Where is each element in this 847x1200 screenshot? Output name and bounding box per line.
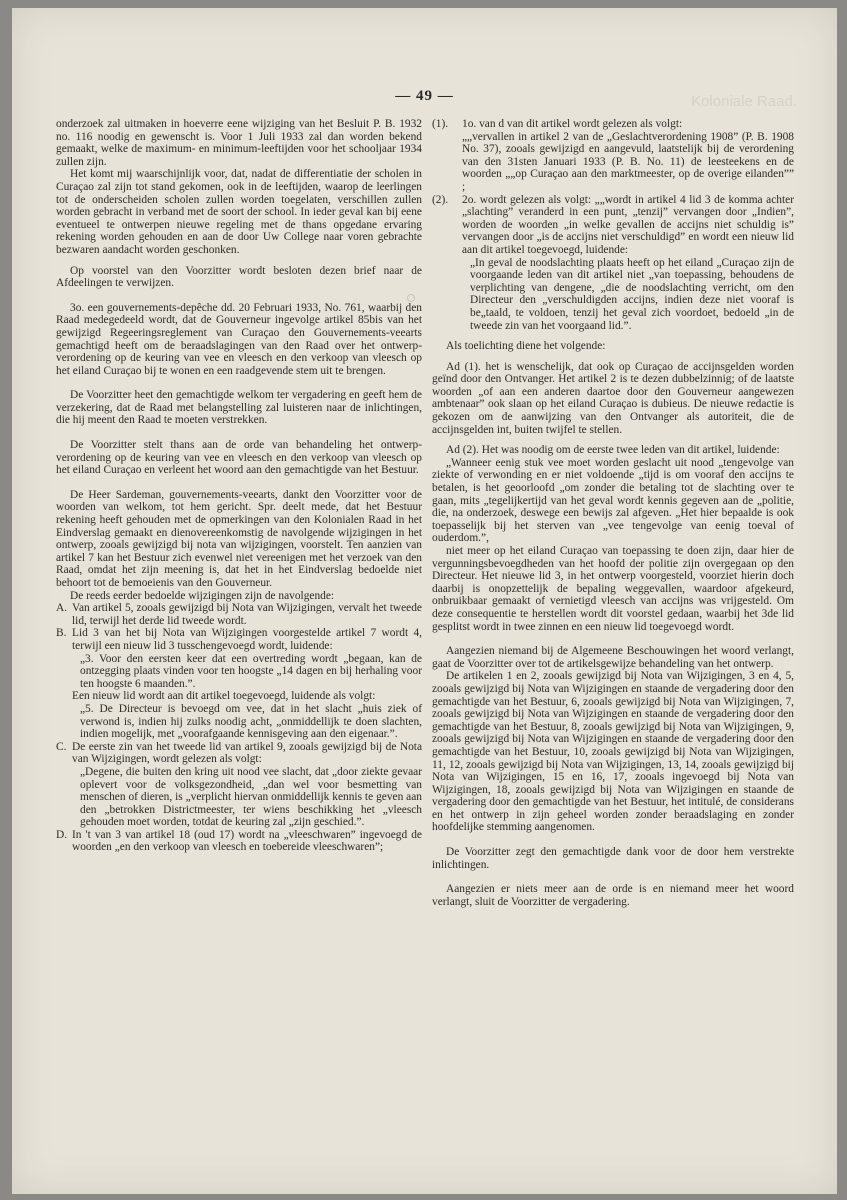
paragraph: Het komt mij waarschijnlijk voor, dat, nadat de differentiatie der scholen in Curaçao zal zijn tot stand gekomen, ook in de leeftijden, waarop de leerlingen tot de onderscheiden scholen zullen worden toegelaten, verschillen zullen worden gebracht in verband met de soort der school. In ieder geval kan bij eene eventueel te ontwerpen nieuwe regeling met de thans opgedane ervaring rekening worden gehouden en aan de door Uw College naar voren gebrachte bezwaren aandacht worden geschonken. (56, 168, 422, 256)
paragraph: Aangezien er niets meer aan de orde is en niemand meer het woord verlangt, sluit de Voorzitter de vergadering. (432, 883, 794, 908)
quote: „Wanneer eenig stuk vee moet worden geslacht uit nood „tengevolge van ziekte of verwonding en er niet voldoende „tijd is om vooraf den accijns te betalen, is het geoorloofd „om zonder die betaling tot de slachting over te gaan, mits „tegelijkertijd van het geval wordt kennis gegeven aan de „politie, die, na onderzoek, deswege een bewijs zal afgeven. „Het hier bepaalde is ook toepasselijk bij het sterven van „vee tengevolge van eenig toeval of ouderdom.”, (432, 456, 794, 545)
list-marker: B. (56, 627, 67, 640)
list-marker: D. (56, 828, 68, 841)
paragraph: De Voorzitter stelt thans aan de orde van behandeling het ontwerp-verordening op de keuring van vee en vleesch en den verkoop van vleesch op het eiland Curaçao en verleent het woord aan den gemachtigde van het Bestuur. (56, 439, 422, 477)
list-item (56, 627, 422, 740)
left-column (56, 118, 422, 854)
right-column (432, 118, 794, 908)
list-text: De eerste zin van het tweede lid van artikel 9, zooals gewijzigd bij de Nota van Wijzigingen, wordt gelezen als volgt: (72, 740, 422, 766)
list-text: 1o. van d van dit artikel wordt gelezen als volgt: (462, 118, 683, 130)
paragraph: niet meer op het eiland Curaçao van toepassing te doen zijn, daar hier de vergunningsbevoegdheden van het hoofd der politie zijn overgegaan op den Directeur. Het nieuwe lid 3, in het ontwerp voorgesteld, voorziet hierin doch daarbij is onopzettelijk de bepaling weggevallen, waardoor afgekeurd, onbruikbaar gemaakt of vernietigd vleesch van accijns was vrijgesteld. Om deze consequentie te herstellen wordt dit voorstel gedaan, waarbij het 3de lid gesplitst wordt in twee zinnen en een nieuw lid toegevoegd wordt. (432, 545, 794, 633)
paragraph: De reeds eerder bedoelde wijzigingen zijn de navolgende: (70, 589, 335, 602)
list-marker: (1). (432, 118, 449, 130)
list-item (432, 194, 794, 333)
faint-show-through-text: Koloniale Raad. (691, 93, 797, 110)
quote: „In geval de noodslachting plaats heeft op het eiland „Curaçao zijn de voorgaande leden van dit artikel niet „van toepassing, behoudens de verplichting van dengene, „die de noodslachting verricht, om den Directeur den „verschuldigden accijns, indien deze niet vooraf is be„taald, te voldoen, tenzij het geval zich voordoet, bedoeld „in de tweede zin van het voorgaand lid.”. (470, 256, 794, 332)
list-item (56, 602, 422, 627)
quote: „3. Voor den eersten keer dat een overtreding wordt „begaan, kan de ontzegging plaats vinden voor ten hoogste „14 dagen en bij herhaling voor ten hoogste 6 maanden.”. (80, 652, 422, 690)
list-text: Een nieuw lid wordt aan dit artikel toegevoegd, luidende als volgt: (72, 690, 376, 703)
paragraph: Aangezien niemand bij de Algemeene Beschouwingen het woord verlangt, gaat de Voorzitter over tot de artikelsgewijze behandeling van het ontwerp. (432, 645, 794, 670)
document-page (12, 8, 837, 1194)
list-marker: A. (56, 602, 68, 615)
list-text: 2o. wordt gelezen als volgt: „„wordt in artikel 4 lid 3 de komma achter „slachting” veranderd in een punt, „tenzij” vervangen door „Indien”, worden de woorden „in welke gevallen de accijns niet schuldig is” vervangen door „is de accijns niet verschuldigd” en wordt een nieuw lid aan dit artikel toegevoegd, luidende: (462, 193, 794, 256)
paragraph: De Voorzitter zegt den gemachtigde dank voor de door hem verstrekte inlichtingen. (432, 846, 794, 871)
list-item (56, 741, 422, 829)
list-item (56, 829, 422, 854)
list-marker: C. (56, 740, 67, 753)
paragraph: De Heer Sardeman, gouvernements-veearts, dankt den Voorzitter voor de woorden van welkom, tot hem gericht. Spr. deelt mede, dat het Bestuur rekening heeft gehouden met de opmerkingen van den Kolonialen Raad in het Eindverslag gemaakt en dienovereenkomstig de navolgende wijzigingen in het ontwerp, zooals gewijzigd bij nota van wijzigingen, voorstelt. Ten aanzien van artikel 7 kan het Bestuur zich evenwel niet vereenigen met het verzoek van den Raad, omdat het zijn meening is, dat het in het Eindverslag bedoelde niet behoort tot de bemoeienis van den Gouverneur. (56, 488, 422, 589)
paragraph: Ad (2). Het was noodig om de eerste twee leden van dit artikel, luidende: (446, 444, 780, 457)
list-marker: (2). (432, 193, 449, 206)
list-text: In 't van 3 van artikel 18 (oud 17) wordt na „vleeschwaren” ingevoegd de woorden „en den verkoop van vleesch en toebereide vleeschwaren”; (72, 828, 422, 854)
paragraph: Als toelichting diene het volgende: (446, 340, 606, 353)
paragraph: onderzoek zal uitmaken in hoeverre eene wijziging van het Besluit P. B. 1932 no. 116 noodig en gewenscht is. Voor 1 Juli 1933 zal dan worden bekend gemaakt, welke de maximum- en minimum-leeftijden voor het schooljaar 1934 zullen zijn. (56, 118, 422, 168)
quote: „5. De Directeur is bevoegd om vee, dat in het slacht „huis ziek of verwond is, indien hij zulks noodig acht, „onmiddellijk te doen slachten, indien mogelijk, met „voorafgaande kennisgeving aan den eigenaar.”. (80, 702, 422, 741)
paragraph: De artikelen 1 en 2, zooals gewijzigd bij Nota van Wijzigingen, 3 en 4, 5, zooals gewijzigd bij Nota van Wijzigingen en staande de vergadering door den gemachtigde van het Bestuur, 6, zooals gewijzigd bij Nota van Wijzigingen, 7, zooals gewijzigd bij Nota van Wijzigingen en staande de vergadering door den gemachtigde van het Bestuur, 8, zooals gewijzigd bij Nota van Wijzigingen, 9, zooals gewijzigd bij Nota van Wijzigingen en staande de vergadering door den gemachtigde van het Bestuur, 10, zooals gewijzigd bij Nota van Wijzigingen, 11, 12, zooals gewijzigd bij Nota van Wijzigingen, 13, 14, zooals gewijzigd bij Nota van Wijzigingen, 15 en 16, 17, zooals ingevoegd bij Nota van Wijzigingen, 18, zooals gewijzigd bij Nota van Wijzigingen en staande de vergadering door den gemachtigde van het Bestuur, het intitulé, de considerans en het ontwerp in zijn geheel worden zonder beraadslaging en zonder hoofdelijke stemming aangenomen. (432, 670, 794, 834)
paragraph: 3o. een gouvernements-depêche dd. 20 Februari 1933, No. 761, waarbij den Raad medegedeeld wordt, dat de Gouverneur ingevolge artikel 85bis van het gewijzigd Regeeringsreglement van Curaçao den Gouvernements-veearts gemachtigd heeft om de beraadslagingen van den Raad over het ontwerp-verordening op de keuring van vee en vleesch en den verkoop van vleesch op het eiland Curaçao bij te wonen en een raadgevende stem uit te brengen. (56, 301, 422, 377)
list-text: Lid 3 van het bij Nota van Wijzigingen voorgestelde artikel 7 wordt 4, terwijl een nieuw lid 3 tusschengevoegd wordt, luidende: (72, 627, 422, 652)
list-item (432, 118, 794, 194)
list-text: Van artikel 5, zooals gewijzigd bij Nota van Wijzigingen, vervalt het tweede lid, terwijl het derde lid tweede wordt. (72, 602, 422, 627)
page-number: — 49 — (395, 88, 454, 104)
paragraph: Ad (1). het is wenschelijk, dat ook op Curaçao de accijnsgelden worden geïnd door den Ontvanger. Het artikel 2 is te dezen dubbelzinnig; of de laatste woorden „of aan een anderen daartoe door den Gouverneur aangewezen ambtenaar” ook slaan op het eiland Curaçao is dubieus. De nieuwe redactie is gekozen om de aanwijzing van den Ontvanger als autoriteit, die de accijnsgelden int, buiten twijfel te stellen. (432, 360, 794, 436)
quote: „„vervallen in artikel 2 van de „Geslachtverordening 1908” (P. B. 1908 No. 37), zooals gewijzigd en aangevuld, laatstelijk bij de verordening van den 31sten Januari 1933 (P. B. No. 11) de leesteekens en de woorden „„op Curaçao aan den marktmeester, op de overige eilanden”” ; (462, 130, 794, 193)
paragraph: Op voorstel van den Voorzitter wordt besloten dezen brief naar de Afdeelingen te verwijzen. (56, 264, 422, 290)
quote: „Degene, die buiten den kring uit nood vee slacht, dat „door ziekte gevaar oplevert voor de volksgezondheid, „dan wel voor besmetting van menschen of dieren, is „verplicht hiervan onmiddellijk kennis te geven aan den „betrokken Districtmeester, ter wiens beschikking het „vleesch gehouden moet worden, totdat de keuring zal „zijn geschied.”. (80, 765, 422, 829)
paragraph: De Voorzitter heet den gemachtigde welkom ter vergadering en geeft hem de verzekering, dat de Raad met belangstelling zal luisteren naar de inlichtingen, die hij meent den Raad te moeten verstrekken. (56, 389, 422, 427)
